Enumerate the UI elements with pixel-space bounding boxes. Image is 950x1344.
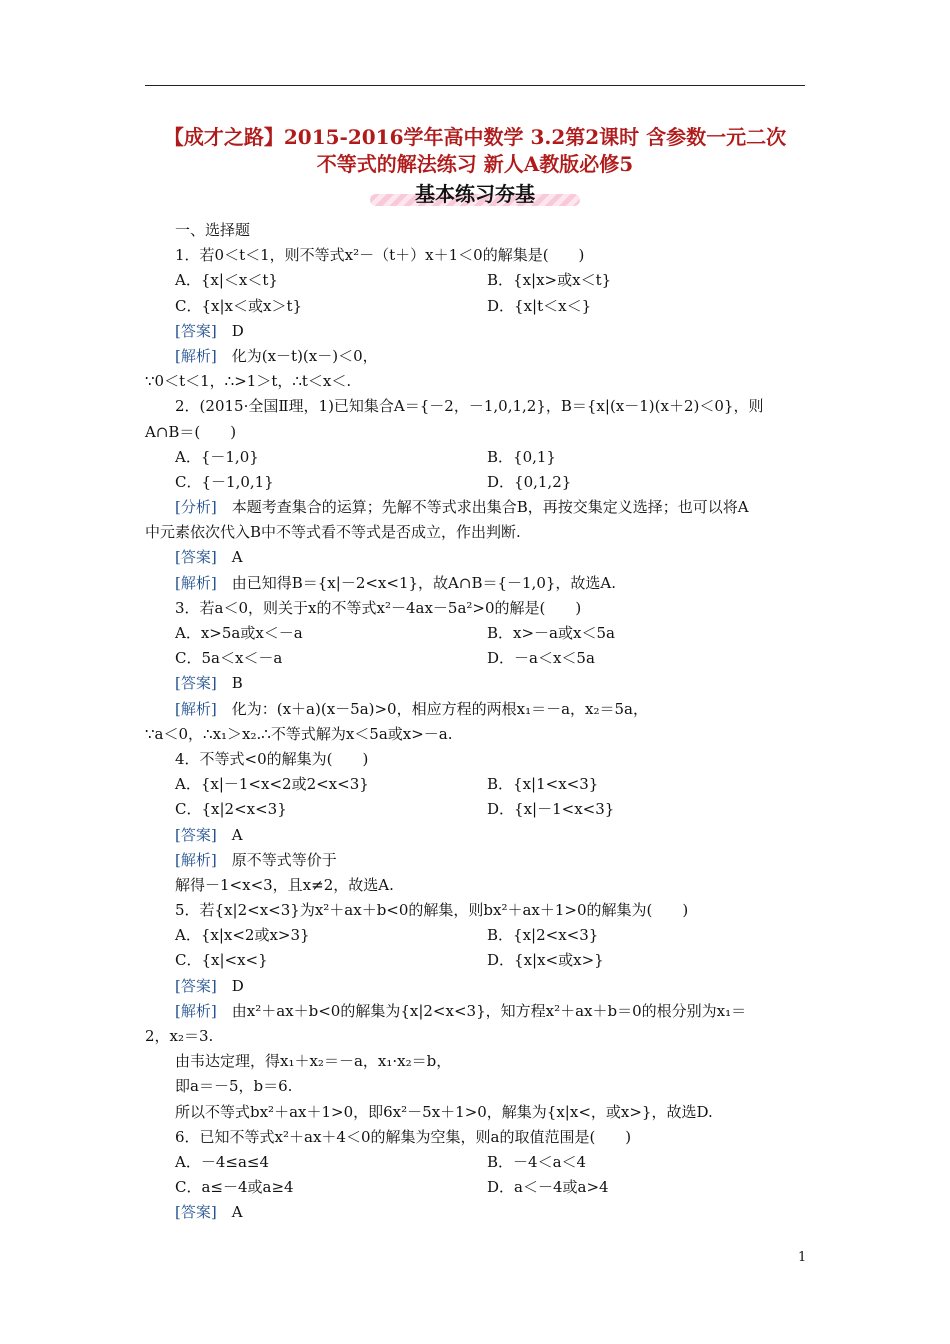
- solution-text: B: [231, 674, 243, 693]
- text-line: 中元素依次代入B中不等式看不等式是否成立，作出判断.: [145, 523, 521, 542]
- option-choice: B．{0,1}: [487, 447, 556, 466]
- option-choice: B．{x|x>或x＜t}: [487, 271, 612, 290]
- solution-tag: [分析]: [175, 498, 217, 517]
- option-row: [145, 797, 810, 822]
- solution-line: [145, 571, 810, 596]
- option-choice: C．a≤－4或a≥4: [175, 1178, 294, 1197]
- solution-tag: [解析]: [175, 699, 217, 718]
- text-line: ∵a＜0，∴x₁＞x₂.∴不等式解为x＜5a或x>－a.: [145, 724, 453, 743]
- solution-line: [145, 697, 810, 722]
- page-number: 1: [798, 1250, 807, 1265]
- solution-line: [145, 999, 810, 1024]
- section-banner: [300, 178, 650, 208]
- option-choice: C．5a＜x＜－a: [175, 649, 283, 668]
- solution-tag: [答案]: [175, 321, 217, 340]
- option-choice: D．{x|－1<x<3}: [487, 800, 615, 819]
- text-line: 5．若{x|2<x<3}为x²＋ax＋b<0的解集，则bx²＋ax＋1>0的解集为( ): [175, 901, 689, 920]
- option-choice: A．{x|x<2或x>3}: [175, 926, 310, 945]
- solution-text: A: [231, 548, 243, 567]
- text-line: A∩B＝( ): [145, 422, 237, 441]
- document-title-line-2: 不等式的解法练习 新人A教版必修5: [316, 152, 634, 176]
- option-choice: B．－4＜a＜4: [487, 1152, 587, 1171]
- text-line: 即a＝－5，b＝6.: [175, 1077, 293, 1096]
- option-row: [145, 445, 810, 470]
- solution-text: 本题考查集合的运算；先解不等式求出集合B，再按交集定义选择；也可以将A: [231, 498, 749, 517]
- solution-tag: [答案]: [175, 548, 217, 567]
- option-choice: A．{x|＜x＜t}: [175, 271, 278, 290]
- solution-line: [145, 848, 810, 873]
- text-line: 一、选择题: [175, 221, 251, 239]
- solution-tag: [答案]: [175, 674, 217, 693]
- option-row: [145, 1175, 810, 1200]
- document-title-line-1: 【成才之路】2015-2016学年高中数学 3.2第2课时 含参数一元二次: [163, 125, 787, 149]
- option-row: [145, 268, 810, 293]
- text-line: 解得－1<x<3，且x≠2，故选A.: [175, 875, 394, 894]
- option-choice: A．{x|－1<x<2或2<x<3}: [175, 775, 369, 794]
- solution-tag: [解析]: [175, 573, 217, 592]
- text-line: 3．若a＜0，则关于x的不等式x²－4ax－5a²>0的解是( ): [175, 598, 582, 617]
- solution-text: D: [231, 321, 244, 340]
- text-line: 2，x₂＝3.: [145, 1027, 214, 1045]
- text-line: 6．已知不等式x²＋ax＋4＜0的解集为空集，则a的取值范围是( ): [175, 1127, 632, 1146]
- solution-line: [145, 545, 810, 570]
- option-choice: A．－4≤a≤4: [175, 1152, 269, 1171]
- solution-tag: [解析]: [175, 346, 217, 365]
- option-row: [145, 294, 810, 319]
- exercise-body: [145, 218, 810, 1226]
- solution-text: 原不等式等价于: [231, 850, 337, 869]
- option-choice: D．－a＜x＜5a: [487, 649, 595, 668]
- option-choice: B．{x|2<x<3}: [487, 926, 599, 945]
- text-line: 由韦达定理，得x₁＋x₂＝－a，x₁·x₂＝b，: [175, 1052, 452, 1071]
- solution-tag: [答案]: [175, 825, 217, 844]
- option-row: [145, 646, 810, 671]
- solution-tag: [答案]: [175, 976, 217, 995]
- option-choice: B．x>－a或x＜5a: [487, 624, 615, 642]
- solution-text: A: [231, 1203, 243, 1222]
- option-row: [145, 923, 810, 948]
- text-line: 2．(2015·全国Ⅱ理，1)已知集合A＝{－2，－1,0,1,2}，B＝{x|(x－1)(x＋2)＜0}，则: [175, 397, 764, 416]
- option-choice: D．{0,1,2}: [487, 472, 572, 491]
- solution-line: [145, 319, 810, 344]
- text-line: ∵0＜t＜1，∴>1＞t，∴t＜x＜.: [145, 372, 352, 391]
- option-row: [145, 621, 810, 646]
- header-rule: [145, 85, 805, 86]
- option-choice: D．{x|x<或x>}: [487, 951, 604, 970]
- solution-text: 化为(x－t)(x－)＜0，: [231, 346, 378, 365]
- solution-tag: [答案]: [175, 1203, 217, 1222]
- option-choice: B．{x|1<x<3}: [487, 775, 599, 794]
- option-row: [145, 948, 810, 973]
- option-choice: C．{x|x＜或x＞t}: [175, 296, 303, 315]
- option-choice: D．a＜－4或a>4: [487, 1178, 609, 1197]
- text-line: 所以不等式bx²＋ax＋1>0，即6x²－5x＋1>0，解集为{x|x<，或x>}，故选D.: [175, 1102, 713, 1121]
- solution-line: [145, 823, 810, 848]
- option-choice: C．{x|2<x<3}: [175, 800, 287, 819]
- solution-text: A: [231, 825, 243, 844]
- option-choice: C．{－1,0,1}: [175, 472, 274, 491]
- solution-tag: [解析]: [175, 1001, 217, 1020]
- text-line: 4．不等式<0的解集为( ): [175, 749, 369, 768]
- option-row: [145, 470, 810, 495]
- solution-text: 化为：(x＋a)(x－5a)>0，相应方程的两根x₁＝－a，x₂＝5a，: [231, 699, 648, 718]
- option-choice: C．{x|<x<}: [175, 951, 268, 970]
- solution-tag: [解析]: [175, 850, 217, 869]
- solution-line: [145, 344, 810, 369]
- option-row: [145, 1150, 810, 1175]
- solution-line: [145, 495, 810, 520]
- solution-line: [145, 671, 810, 696]
- option-row: [145, 772, 810, 797]
- solution-text: D: [231, 976, 244, 995]
- solution-text: 由已知得B＝{x|－2<x<1}，故A∩B＝{－1,0}，故选A.: [231, 573, 617, 592]
- option-choice: A．x>5a或x＜－a: [175, 624, 303, 642]
- option-choice: A．{－1,0}: [175, 447, 259, 466]
- solution-line: [145, 974, 810, 999]
- section-title: 基本练习夯基: [415, 182, 535, 206]
- solution-line: [145, 1200, 810, 1225]
- option-choice: D．{x|t＜x＜}: [487, 296, 592, 315]
- text-line: 1．若0＜t＜1，则不等式x²－（t＋）x＋1＜0的解集是( ): [175, 246, 585, 265]
- solution-text: 由x²＋ax＋b<0的解集为{x|2<x<3}，知方程x²＋ax＋b＝0的根分别为x₁＝: [231, 1001, 747, 1020]
